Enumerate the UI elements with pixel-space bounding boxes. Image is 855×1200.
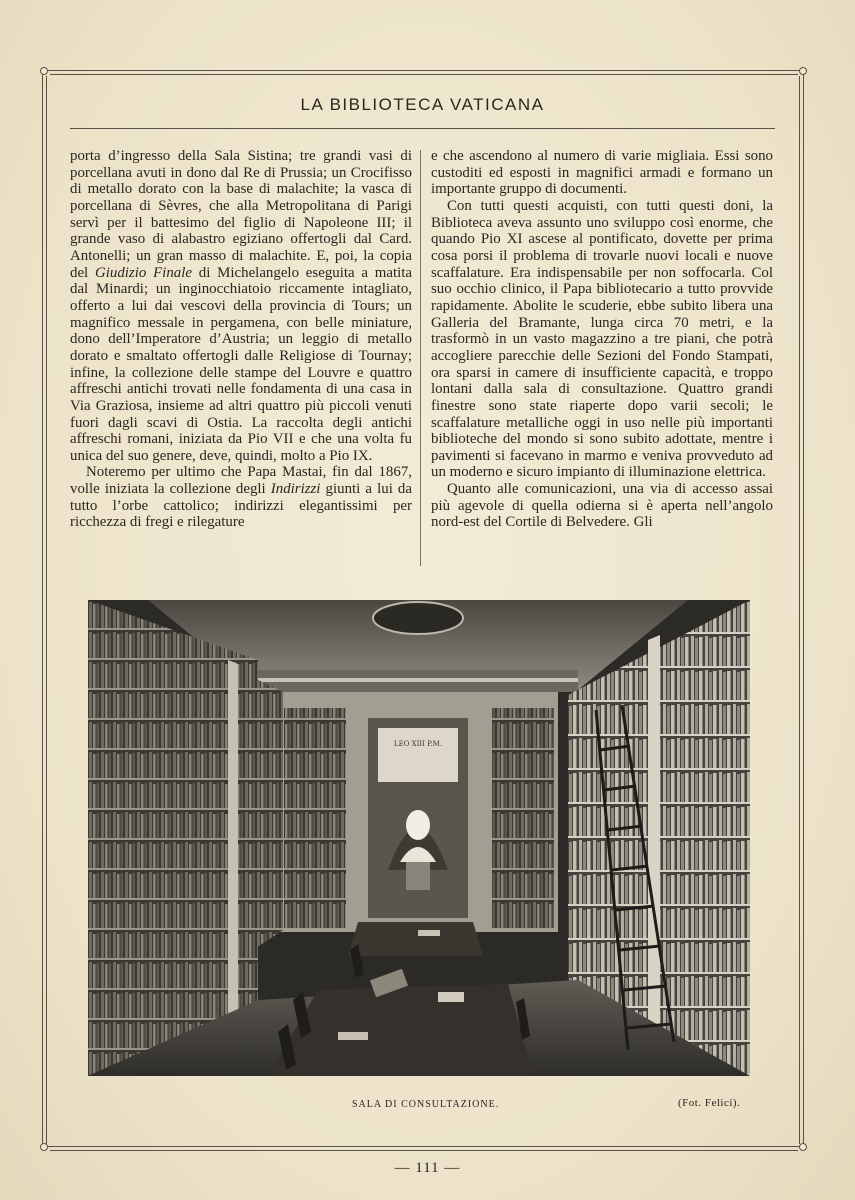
paragraph: Quanto alle comunicazioni, una via di accesso assai più agevole di quella odierna si è aperta nell’angolo nord-est del Cortile di Belvedere. Gli (431, 481, 773, 531)
bust-pedestal (406, 862, 430, 890)
open-book (438, 992, 464, 1002)
text-column-left (70, 148, 412, 531)
corner-ornament (40, 1143, 48, 1151)
paragraph: e che ascendono al numero di varie migliaia. Essi sono custoditi ed esposti in magnifici armadi e formano un importante gruppo di documenti. (431, 148, 773, 198)
photo-caption: SALA DI CONSULTAZIONE. (352, 1099, 500, 1110)
right-frame-rule (803, 72, 804, 1148)
left-frame-rule (42, 72, 43, 1148)
top-frame-rule-inner (50, 74, 798, 75)
left-frame-rule-inner (46, 76, 47, 1144)
right-pilaster (648, 635, 660, 1040)
back-bookcase-left (284, 708, 346, 928)
reading-table-far (348, 922, 483, 956)
stacked-books (418, 930, 440, 936)
back-bookcase-right (492, 708, 554, 928)
running-header: LA BIBLIOTECA VATICANA (300, 95, 545, 114)
text-column-right (431, 148, 773, 531)
right-frame-rule-inner (799, 76, 800, 1144)
paragraph: porta d’ingresso della Sala Sistina; tre grandi vasi di porcellana avuti in dono dal Re di Prussia; un Crocifisso di metallo dorato con la base di malachite; la vasca di porcellana di Sèvres, che alla Metropolitana di Parigi servì per il battesimo del figlio di Napoleone III; il grande vaso di alabastro egiziano offertogli dal Card. Antonelli; un gran masso di malachite. E, poi, la copia del Giudizio Finale di Michelangelo eseguita a matita dal Minardi; un inginocchiatoio riccamente intagliato, offerto a lui dai vescovi della provincia di Tours; un magnifico messale in pergamena, con belle miniature, dono dell’Imperatore d’Austria; un leggio di metallo dorato e smaltato offertogli dalle Religiose di Tournay; infine, la collezione delle stampe del Louvre e quattro affreschi antichi trovati nelle fondamenta di una casa in Via Graziosa, insieme ad altri quattro più piccoli venuti fuori dagli scavi di Ostia. La raccolta degli antichi affreschi romani, iniziata da Pio VII e che una volta fu unica del suo genere, deve, quindi, molto a Pio IX. (70, 148, 412, 464)
header-rule (70, 128, 775, 129)
corner-ornament (40, 67, 48, 75)
paragraph: Noteremo per ultimo che Papa Mastai, fin dal 1867, volle iniziata la collezione degli Indirizzi giunti a lui da tutto l’orbe cattolico; indirizzi elegantissimi per ricchezza di fregi e rilegature (70, 464, 412, 531)
bottom-frame-rule-inner (50, 1150, 798, 1151)
left-pilaster (228, 660, 238, 1014)
plaque-inscription: LEO XIII P.M. (393, 740, 443, 748)
reading-room-illustration (88, 600, 750, 1076)
library-photograph (88, 600, 750, 1076)
stacked-books (338, 1032, 368, 1040)
column-divider (420, 150, 421, 566)
page-number: — 111 — (394, 1160, 461, 1176)
paragraph: Con tutti questi acquisti, con tutti questi doni, la Biblioteca aveva assunto uno sviluppo così enorme, che quando Pio XI ascese al pontificato, dovette per prima cosa porsi il problema di trovarle nuovi locali e nuove scaffalature. Era indispensabile per non soffocarla. Col suo occhio clinico, il Papa bibliotecario a tutto provvide rapidamente. Abolite le scuderie, ebbe subito libera una Galleria del Bramante, lunga circa 70 metri, e la trasformò in un vasto magazzino a tre piani, che potrà accogliere parecchie delle Sezioni del Fondo Stampati, ora sparsi in camere di insufficiente capacità, e troppo lontani dalla sala di consultazione. Quattro grandi finestre sono state riaperte dopo varii secoli; le scaffalature metalliche oggi in uso nelle più importanti biblioteche del mondo si sono subito adottate, mentre i pavimenti si facevano in marmo e veniva provveduto ad un moderno e sicuro impianto di illuminazione elettrica. (431, 197, 773, 481)
bottom-frame-rule (44, 1146, 804, 1147)
corner-ornament (799, 1143, 807, 1151)
corner-ornament (799, 67, 807, 75)
top-frame-rule (44, 70, 804, 71)
marble-bust-head (406, 810, 430, 840)
left-alcove-books (238, 670, 283, 960)
photo-credit: (Fot. Felici). (678, 1097, 741, 1109)
commemorative-plaque (378, 728, 458, 782)
cornice-band (258, 678, 578, 682)
ceiling-fresco (373, 602, 463, 634)
